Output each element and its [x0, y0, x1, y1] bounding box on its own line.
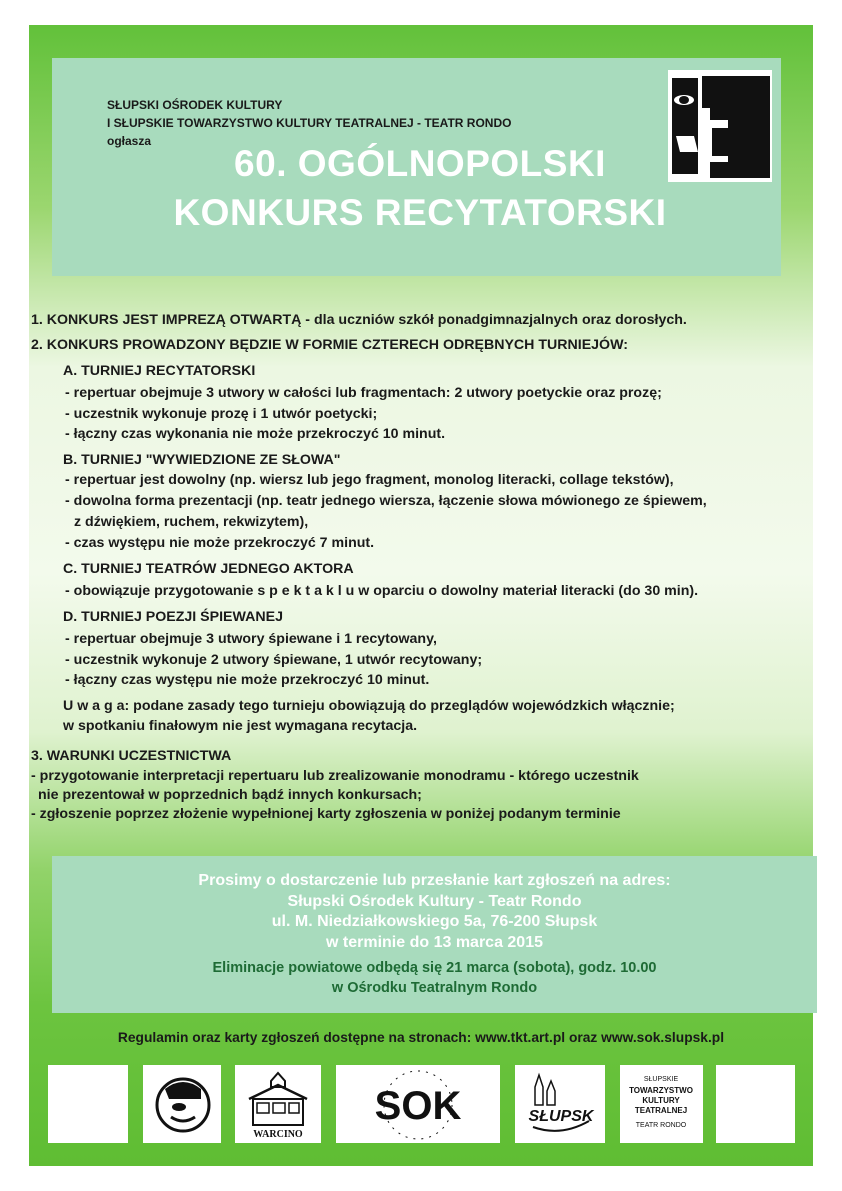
section-a-item-2: - uczestnik wykonuje prozę i 1 utwór poetycki; [65, 406, 378, 422]
note-line-2: w spotkaniu finałowym nie jest wymagana recytacja. [63, 718, 418, 734]
theatre-mask-logo [668, 70, 772, 182]
announces-label: ogłasza [107, 134, 152, 148]
rule-3-item-1: - przygotowanie interpretacji repertuaru lub zrealizowanie monodramu - którego uczestnik [31, 768, 639, 784]
address-line-3: ul. M. Niedziałkowskiego 5a, 76-200 Słupsk [271, 913, 598, 930]
note-line-1: U w a g a: podane zasady tego turnieju obowiązują do przeglądów wojewódzkich włącznie; [63, 698, 675, 714]
title-line-1: 60. OGÓLNOPOLSKI [234, 143, 606, 184]
section-d-item-3: - łączny czas występu nie może przekroczyć 10 minut. [65, 672, 430, 688]
section-d-title: D. TURNIEJ POEZJI ŚPIEWANEJ [63, 609, 283, 625]
title-line-2: KONKURS RECYTATORSKI [173, 192, 667, 233]
rondo-logo [143, 1065, 221, 1143]
rule-2: 2. KONKURS PROWADZONY BĘDZIE W FORMIE CZTERECH ODRĘBNYCH TURNIEJÓW: [31, 337, 628, 353]
tkt-logo-line-2: TOWARZYSTWO [629, 1086, 693, 1095]
section-c-item-1: - obowiązuje przygotowanie s p e k t a k l u w oparciu o dowolny materiał literacki (do 30 min). [65, 583, 699, 599]
elimination-line-2: w Ośrodku Teatralnym Rondo [331, 980, 538, 996]
tkt-logo-line-3: KULTURY [642, 1096, 680, 1105]
section-a-item-1: - repertuar obejmuje 3 utwory w całości lub fragmentach: 2 utwory poetyckie oraz prozę; [65, 385, 662, 401]
section-a-item-3: - łączny czas wykonania nie może przekroczyć 10 minut. [65, 426, 446, 442]
logo-slot-empty-left [48, 1065, 128, 1143]
tkt-logo-line-4: TEATRALNEJ [634, 1106, 688, 1115]
section-b-item-2-cont: z dźwiękiem, ruchem, rekwizytem), [74, 514, 309, 530]
address-line-1: Prosimy o dostarczenie lub przesłanie kart zgłoszeń na adres: [198, 872, 671, 889]
rule-3-item-2: - zgłoszenie poprzez złożenie wypełnionej karty zgłoszenia w poniżej podanym terminie [31, 806, 621, 822]
section-d-item-1: - repertuar obejmuje 3 utwory śpiewane i 1 recytowany, [65, 631, 437, 647]
rule-1: 1. KONKURS JEST IMPREZĄ OTWARTĄ - dla uczniów szkół ponadgimnazjalnych oraz dorosłych. [31, 312, 687, 328]
tkt-logo-line-5: TEATR RONDO [635, 1122, 687, 1129]
warcino-logo-text: WARCINO [253, 1129, 303, 1140]
section-c-title: C. TURNIEJ TEATRÓW JEDNEGO AKTORA [63, 561, 354, 577]
tkt-logo [620, 1065, 703, 1143]
warcino-logo [235, 1065, 321, 1143]
section-b-item-1: - repertuar jest dowolny (np. wiersz lub jego fragment, monolog literacki, collage tekstów), [65, 472, 674, 488]
logo-slot-empty-right [716, 1065, 795, 1143]
footer-links: Regulamin oraz karty zgłoszeń dostępne na stronach: www.tkt.art.pl oraz www.sok.slupsk.pl [117, 1030, 725, 1045]
organizer-line-2: I SŁUPSKIE TOWARZYSTWO KULTURY TEATRALNEJ - TEATR RONDO [107, 116, 512, 130]
slupsk-logo-text: SŁUPSK [528, 1108, 594, 1125]
section-a-title: A. TURNIEJ RECYTATORSKI [63, 363, 256, 379]
sok-logo-text: SOK [374, 1084, 462, 1128]
tkt-logo-line-1: SŁUPSKIE [643, 1076, 679, 1083]
section-b-item-3: - czas występu nie może przekroczyć 7 minut. [65, 535, 375, 551]
address-line-2: Słupski Ośrodek Kultury - Teatr Rondo [287, 893, 582, 910]
slupsk-city-logo [515, 1065, 605, 1143]
section-b-item-2: - dowolna forma prezentacji (np. teatr jednego wiersza, łączenie słowa mówionego ze śpiewem, [65, 493, 707, 509]
deadline-line: w terminie do 13 marca 2015 [326, 934, 543, 951]
section-d-item-2: - uczestnik wykonuje 2 utwory śpiewane, 1 utwór recytowany; [65, 652, 483, 668]
section-b-title: B. TURNIEJ "WYWIEDZIONE ZE SŁOWA" [63, 452, 341, 468]
sok-logo [336, 1065, 500, 1143]
elimination-line-1: Eliminacje powiatowe odbędą się 21 marca (sobota), godz. 10.00 [212, 960, 657, 976]
rule-3: 3. WARUNKI UCZESTNICTWA [31, 748, 232, 764]
organizer-line-1: SŁUPSKI OŚRODEK KULTURY [107, 98, 283, 112]
rule-3-item-1-cont: nie prezentował w poprzednich bądź innych konkursach; [38, 787, 422, 803]
